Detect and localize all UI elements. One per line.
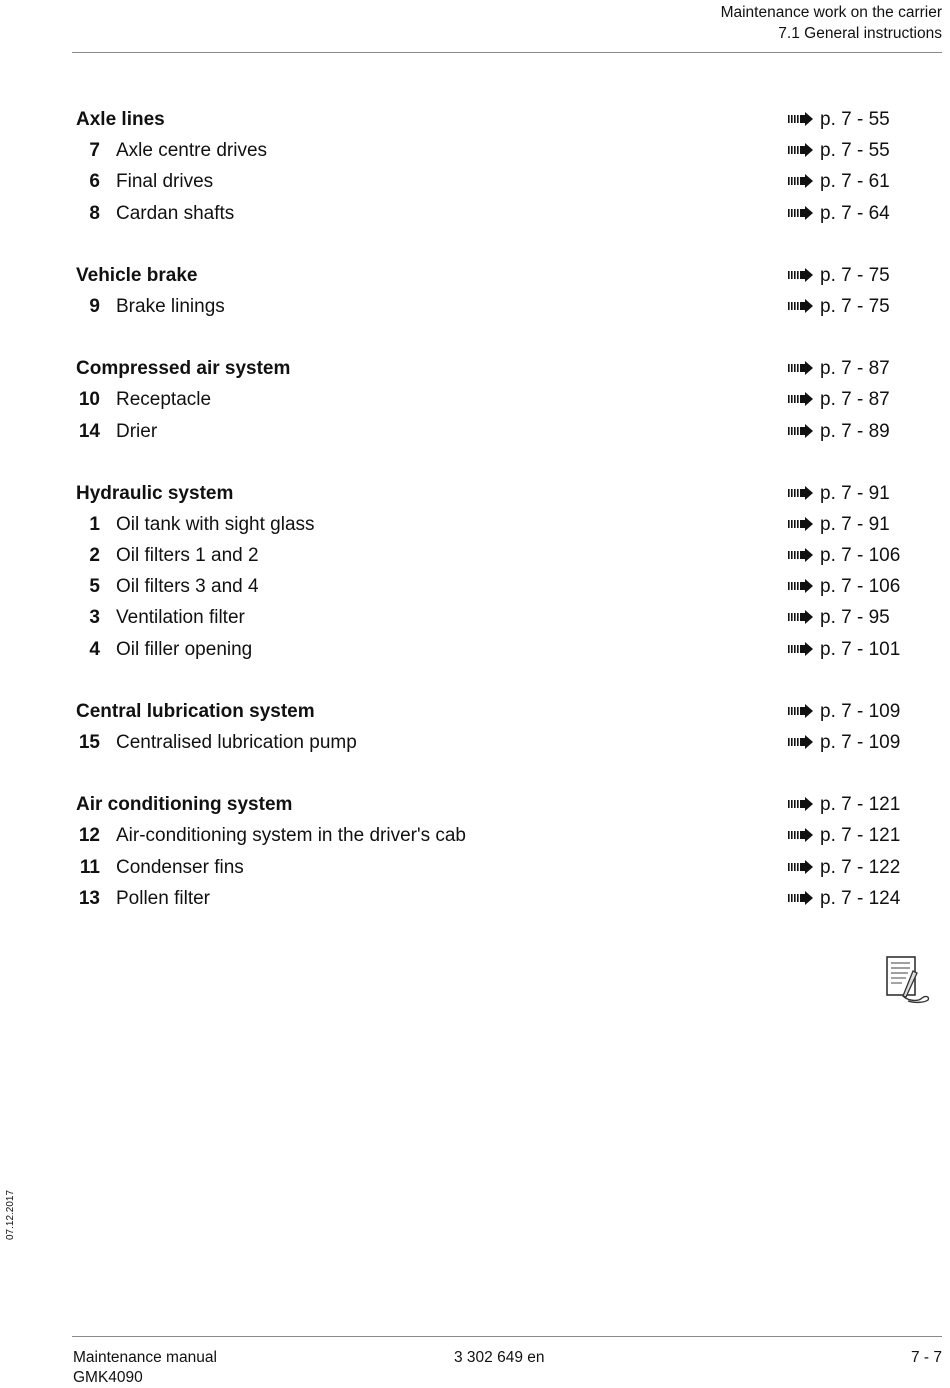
striped-arrow-icon bbox=[788, 853, 814, 867]
striped-arrow-icon bbox=[788, 884, 814, 898]
item-label: Oil filters 3 and 4 bbox=[116, 576, 259, 598]
item-label: Oil tank with sight glass bbox=[116, 513, 315, 535]
page-reference-text: p. 7 - 95 bbox=[820, 607, 890, 629]
page-reference-text: p. 7 - 87 bbox=[820, 358, 890, 380]
page-reference-link[interactable] bbox=[788, 198, 890, 229]
page-reference-link[interactable] bbox=[788, 291, 890, 322]
section-block bbox=[76, 696, 906, 758]
page-reference-link[interactable] bbox=[788, 696, 900, 727]
section-heading bbox=[76, 260, 906, 291]
list-item bbox=[76, 384, 906, 415]
striped-arrow-icon bbox=[788, 167, 814, 181]
section-block bbox=[76, 260, 906, 322]
item-number: 6 bbox=[89, 171, 100, 193]
page-header bbox=[721, 2, 942, 44]
page-reference-text: p. 7 - 109 bbox=[820, 732, 901, 753]
footer-manual bbox=[73, 1348, 217, 1388]
item-label: Centralised lubrication pump bbox=[116, 732, 357, 753]
header-chapter: Maintenance work on the carrier bbox=[720, 4, 942, 21]
list-item bbox=[76, 634, 906, 665]
striped-arrow-icon bbox=[788, 541, 814, 555]
striped-arrow-icon bbox=[788, 354, 814, 368]
item-number: 11 bbox=[79, 856, 100, 878]
item-label-wrap bbox=[76, 135, 267, 166]
list-item bbox=[76, 198, 906, 229]
striped-arrow-icon bbox=[788, 105, 814, 119]
page-reference-text: p. 7 - 91 bbox=[820, 513, 890, 535]
item-label: Condenser fins bbox=[116, 856, 244, 878]
section-title-wrap bbox=[76, 478, 233, 509]
section-title-wrap bbox=[76, 104, 165, 135]
page-reference-link[interactable] bbox=[788, 540, 900, 571]
page-reference-link[interactable] bbox=[788, 478, 890, 509]
item-number: 1 bbox=[89, 513, 100, 535]
list-item bbox=[76, 820, 906, 851]
striped-arrow-icon bbox=[788, 510, 814, 524]
item-label-wrap bbox=[76, 883, 210, 914]
striped-arrow-icon bbox=[788, 199, 814, 213]
item-number: 2 bbox=[89, 545, 100, 567]
list-item bbox=[76, 540, 906, 571]
section-heading bbox=[76, 696, 906, 727]
section-title: Air conditioning system bbox=[76, 794, 293, 816]
page-reference-link[interactable] bbox=[788, 416, 890, 447]
page-reference-link[interactable] bbox=[788, 135, 890, 166]
item-label: Axle centre drives bbox=[116, 140, 268, 162]
page-reference-text: p. 7 - 121 bbox=[820, 825, 901, 847]
striped-arrow-icon bbox=[788, 292, 814, 306]
page-reference-link[interactable] bbox=[788, 789, 900, 820]
page-reference-link[interactable] bbox=[788, 104, 890, 135]
page-reference-link[interactable] bbox=[788, 852, 900, 883]
page-reference-text: p. 7 - 91 bbox=[820, 482, 890, 504]
footer-divider bbox=[72, 1336, 942, 1337]
item-label-wrap bbox=[76, 384, 211, 415]
item-label: Ventilation filter bbox=[116, 607, 245, 629]
striped-arrow-icon bbox=[788, 603, 814, 617]
section-title-wrap bbox=[76, 696, 315, 727]
striped-arrow-icon bbox=[788, 385, 814, 399]
section-title: Axle lines bbox=[76, 109, 165, 130]
item-number: 8 bbox=[89, 202, 100, 224]
page-reference-link[interactable] bbox=[788, 571, 900, 602]
section-title: Central lubrication system bbox=[76, 700, 315, 722]
striped-arrow-icon bbox=[788, 790, 814, 804]
page-reference-text: p. 7 - 61 bbox=[820, 171, 890, 193]
footer-manual-title: Maintenance manual bbox=[73, 1349, 217, 1366]
page-reference-link[interactable] bbox=[788, 602, 890, 633]
page-reference-text: p. 7 - 75 bbox=[820, 295, 890, 317]
page-reference-link[interactable] bbox=[788, 353, 890, 384]
item-label-wrap bbox=[76, 571, 259, 602]
item-number: 7 bbox=[89, 140, 100, 162]
page-reference-link[interactable] bbox=[788, 260, 890, 291]
item-label-wrap bbox=[76, 509, 315, 540]
list-item bbox=[76, 135, 906, 166]
striped-arrow-icon bbox=[788, 821, 814, 835]
page-reference-text: p. 7 - 64 bbox=[820, 202, 890, 224]
list-item bbox=[76, 291, 906, 322]
section-block bbox=[76, 789, 906, 914]
item-label-wrap bbox=[76, 634, 252, 665]
header-divider bbox=[72, 52, 942, 53]
section-title-wrap bbox=[76, 353, 290, 384]
page-reference-text: p. 7 - 124 bbox=[820, 887, 901, 909]
page-reference-link[interactable] bbox=[788, 820, 900, 851]
page-reference-link[interactable] bbox=[788, 166, 890, 197]
page-reference-link[interactable] bbox=[788, 509, 890, 540]
page-reference-text: p. 7 - 89 bbox=[820, 420, 890, 442]
item-label: Air-conditioning system in the driver's cab bbox=[116, 825, 466, 847]
item-label: Oil filters 1 and 2 bbox=[116, 545, 259, 567]
page-reference-text: p. 7 - 106 bbox=[820, 545, 901, 567]
striped-arrow-icon bbox=[788, 261, 814, 275]
section-block bbox=[76, 478, 906, 665]
item-number: 14 bbox=[78, 420, 100, 442]
list-item bbox=[76, 509, 906, 540]
footer-page-number: 7 - 7 bbox=[910, 1349, 942, 1366]
striped-arrow-icon bbox=[788, 635, 814, 649]
item-number: 4 bbox=[89, 638, 100, 660]
page-reference-text: p. 7 - 122 bbox=[820, 856, 901, 878]
footer-document-number: 3 302 649 en bbox=[454, 1349, 545, 1366]
item-label: Oil filler opening bbox=[116, 638, 253, 660]
page-reference-text: p. 7 - 55 bbox=[820, 109, 890, 130]
striped-arrow-icon bbox=[788, 728, 814, 742]
section-title: Vehicle brake bbox=[76, 264, 198, 286]
page-reference-link[interactable] bbox=[788, 727, 900, 758]
page-reference-text: p. 7 - 106 bbox=[820, 576, 901, 598]
item-number: 9 bbox=[89, 295, 100, 317]
page-reference-text: p. 7 - 101 bbox=[820, 638, 901, 660]
item-number: 13 bbox=[78, 887, 100, 909]
item-label-wrap bbox=[76, 852, 244, 883]
item-number: 10 bbox=[78, 389, 100, 411]
print-date: 07.12.2017 bbox=[5, 1189, 16, 1240]
striped-arrow-icon bbox=[788, 479, 814, 493]
section-heading bbox=[76, 353, 906, 384]
section-heading bbox=[76, 104, 906, 135]
footer-model: GMK4090 bbox=[73, 1369, 143, 1386]
page-reference-link[interactable] bbox=[788, 384, 890, 415]
item-label-wrap bbox=[76, 540, 259, 571]
list-item bbox=[76, 883, 906, 914]
item-label-wrap bbox=[76, 727, 357, 758]
section-title: Compressed air system bbox=[76, 358, 291, 380]
header-section: 7.1 General instructions bbox=[778, 25, 942, 42]
page-reference-text: p. 7 - 55 bbox=[820, 140, 890, 162]
section-block bbox=[76, 104, 906, 229]
item-label: Final drives bbox=[116, 171, 214, 193]
note-pen-icon bbox=[884, 955, 932, 1005]
section-title-wrap bbox=[76, 789, 292, 820]
item-number: 3 bbox=[89, 607, 100, 629]
section-block bbox=[76, 353, 906, 447]
item-label: Cardan shafts bbox=[116, 202, 235, 224]
list-item bbox=[76, 602, 906, 633]
item-label: Drier bbox=[116, 420, 158, 442]
item-label-wrap bbox=[76, 198, 234, 229]
page-reference-link[interactable] bbox=[788, 634, 900, 665]
page-reference-text: p. 7 - 109 bbox=[820, 700, 901, 722]
item-number: 5 bbox=[89, 576, 100, 598]
item-label: Pollen filter bbox=[116, 887, 210, 909]
section-title: Hydraulic system bbox=[76, 482, 234, 504]
item-label-wrap bbox=[76, 166, 213, 197]
striped-arrow-icon bbox=[788, 697, 814, 711]
page-reference-link[interactable] bbox=[788, 883, 900, 914]
item-label: Receptacle bbox=[116, 389, 212, 411]
item-number: 15 bbox=[78, 732, 100, 753]
list-item bbox=[76, 166, 906, 197]
item-label-wrap bbox=[76, 291, 225, 322]
item-label-wrap bbox=[76, 820, 466, 851]
item-number: 12 bbox=[78, 825, 100, 847]
item-label-wrap bbox=[76, 416, 157, 447]
page-reference-text: p. 7 - 121 bbox=[820, 794, 901, 816]
section-heading bbox=[76, 478, 906, 509]
striped-arrow-icon bbox=[788, 136, 814, 150]
item-label-wrap bbox=[76, 602, 245, 633]
page-reference-text: p. 7 - 87 bbox=[820, 389, 890, 411]
striped-arrow-icon bbox=[788, 417, 814, 431]
reference-list bbox=[76, 104, 906, 945]
list-item bbox=[76, 416, 906, 447]
item-label: Brake linings bbox=[116, 295, 225, 317]
section-heading bbox=[76, 789, 906, 820]
list-item bbox=[76, 852, 906, 883]
list-item bbox=[76, 727, 906, 758]
section-title-wrap bbox=[76, 260, 197, 291]
striped-arrow-icon bbox=[788, 572, 814, 586]
list-item bbox=[76, 571, 906, 602]
page-reference-text: p. 7 - 75 bbox=[820, 264, 890, 286]
